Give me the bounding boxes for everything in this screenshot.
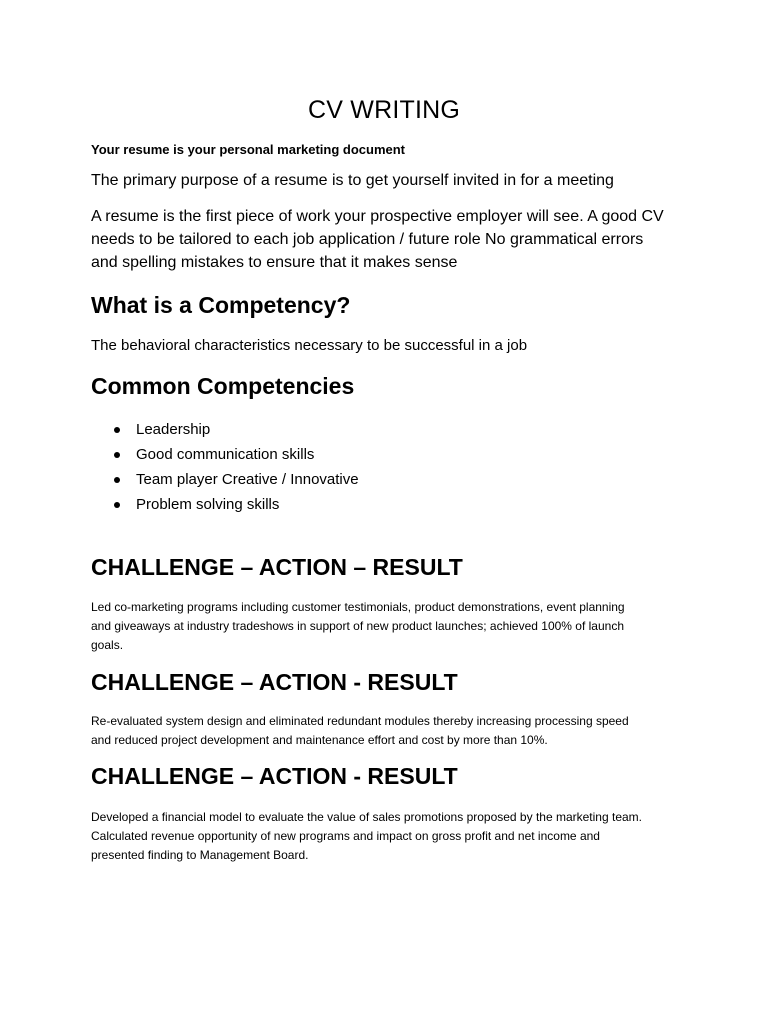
resume-paragraph: [91, 205, 681, 274]
paragraph-line: A resume is the first piece of work your prospective employer will see. A good CV: [91, 208, 664, 225]
car-body-3: [91, 808, 691, 865]
list-item: [114, 419, 359, 444]
competency-definition: The behavioral characteristics necessary to be successful in a job: [91, 337, 528, 354]
list-item-text: Problem solving skills: [136, 496, 280, 513]
bullet-icon: [114, 427, 120, 433]
list-item: [114, 494, 359, 519]
list-item-text: Good communication skills: [136, 446, 315, 463]
body-line: Calculated revenue opportunity of new programs and impact on gross profit and net income and: [91, 829, 600, 843]
competency-heading: What is a Competency?: [91, 292, 351, 318]
body-line: presented finding to Management Board.: [91, 848, 309, 862]
car-heading-3: CHALLENGE – ACTION - RESULT: [91, 763, 458, 789]
document-title: CV WRITING: [308, 96, 460, 124]
bullet-icon: [114, 502, 120, 508]
bullet-icon: [114, 452, 120, 458]
list-item-text: Team player Creative / Innovative: [136, 471, 359, 488]
bullet-icon: [114, 477, 120, 483]
car-body-1: [91, 598, 691, 655]
common-competencies-heading: Common Competencies: [91, 373, 355, 399]
competency-list: [114, 419, 359, 519]
body-line: Led co-marketing programs including customer testimonials, product demonstrations, event planning: [91, 600, 625, 614]
car-body-2: [91, 712, 691, 750]
body-line: and giveaways at industry tradeshows in support of new product launches; achieved 100% of launch: [91, 619, 624, 633]
paragraph-line: needs to be tailored to each job application / future role No grammatical errors: [91, 231, 644, 248]
paragraph-line: and spelling mistakes to ensure that it makes sense: [91, 254, 458, 271]
purpose-text: The primary purpose of a resume is to get yourself invited in for a meeting: [91, 172, 614, 189]
body-line: Re-evaluated system design and eliminated redundant modules thereby increasing processing speed: [91, 714, 629, 728]
list-item-text: Leadership: [136, 421, 211, 438]
list-item: [114, 469, 359, 494]
car-heading-2: CHALLENGE – ACTION - RESULT: [91, 669, 458, 695]
body-line: Developed a financial model to evaluate the value of sales promotions proposed by the marketing team.: [91, 810, 642, 824]
tagline: Your resume is your personal marketing document: [91, 142, 406, 157]
body-line: and reduced project development and maintenance effort and cost by more than 10%.: [91, 733, 548, 747]
list-item: [114, 444, 359, 469]
car-heading-1: CHALLENGE – ACTION – RESULT: [91, 554, 463, 580]
body-line: goals.: [91, 638, 124, 652]
